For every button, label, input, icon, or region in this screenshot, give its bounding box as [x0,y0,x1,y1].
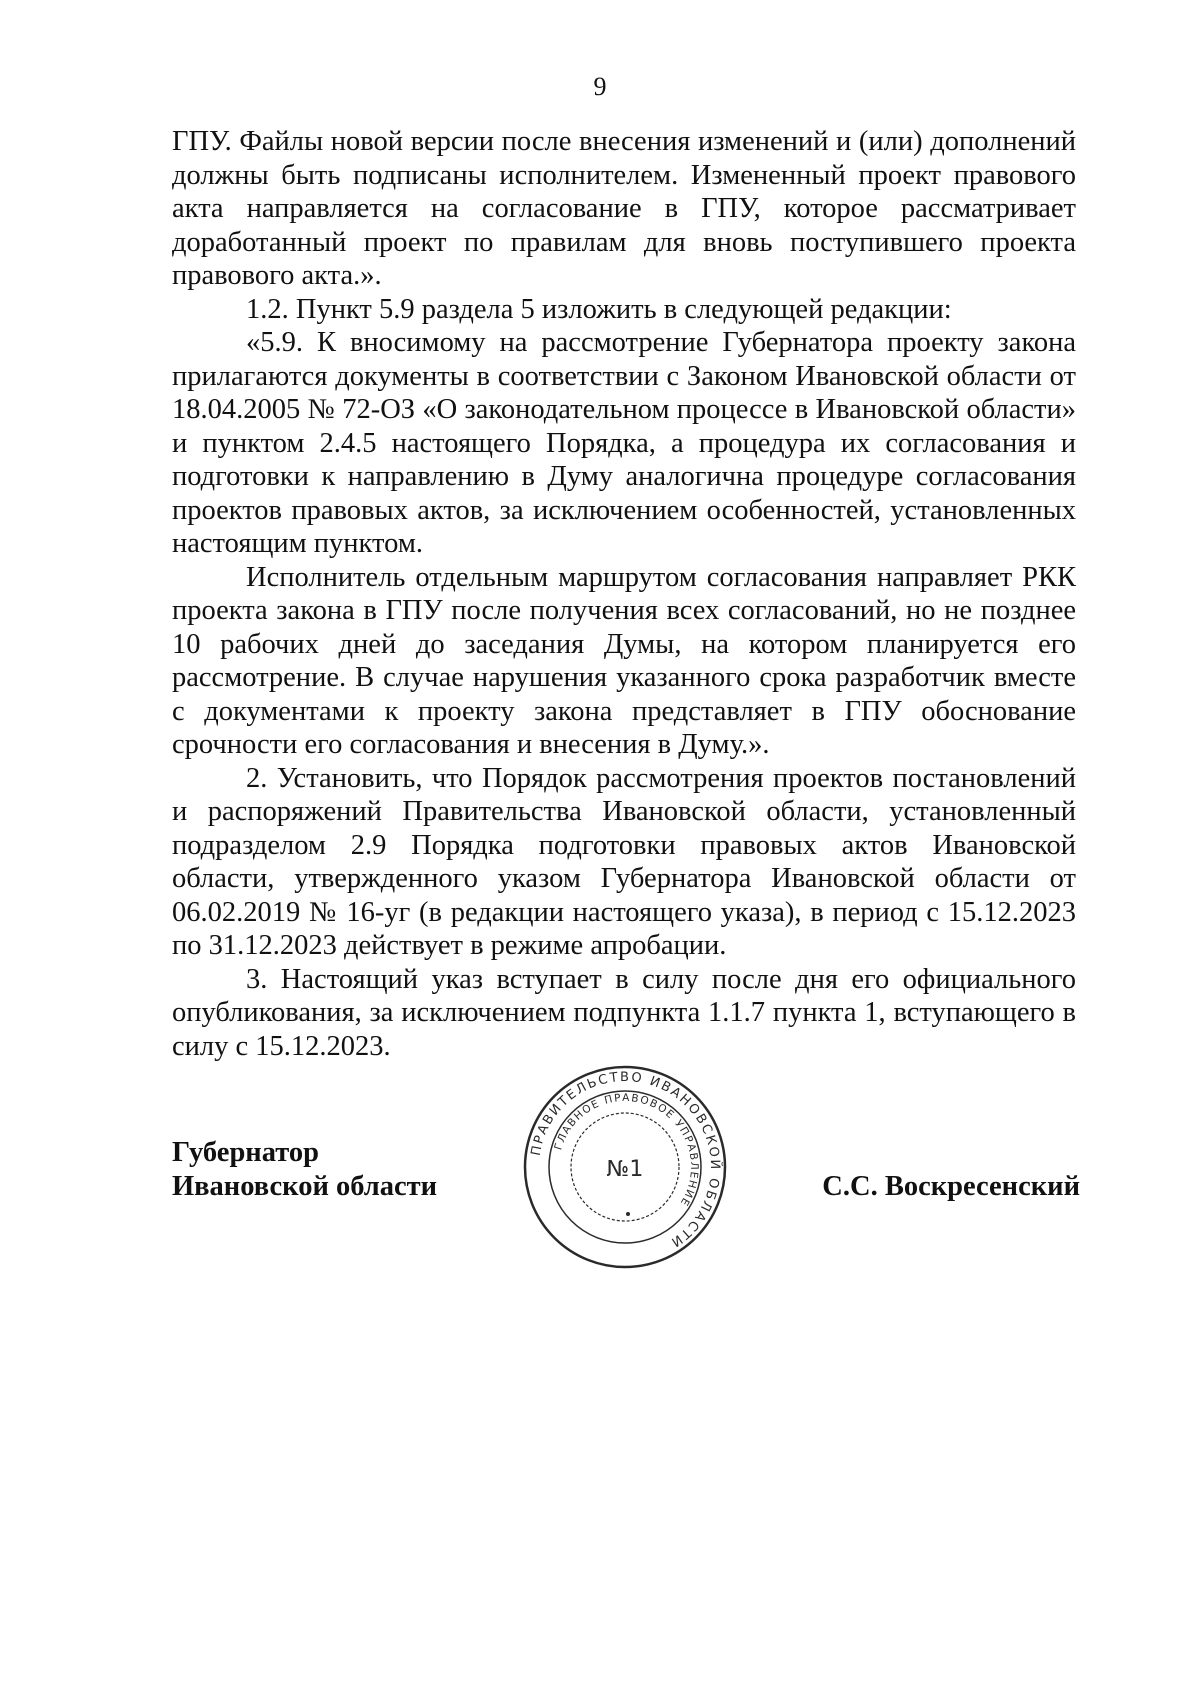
paragraph: 1.2. Пункт 5.9 раздела 5 изложить в следующей редакции: [246,293,952,325]
document-body [172,125,1076,1063]
seal-graphic [520,1062,730,1272]
signer-position-line: Губернатор [172,1137,319,1168]
signer-position [172,1136,437,1203]
official-seal [520,1062,730,1272]
paragraph: 2. Установить, что Порядок рассмотрения проектов постановлений и распоряжений Правительства Ивановской области, установленный подразделом 2.9 Порядка подготовки правовых актов Ивановской области, утвержденного указом Губернатора Ивановской области от 06.02.2019 № 16-уг (в редакции настоящего указа), в период с 15.12.2023 по 31.12.2023 действует в режиме апробации. [172,762,1076,961]
paragraph: «5.9. К вносимому на рассмотрение Губернатора проекту закона прилагаются документы в соответствии с Законом Ивановской области от 18.04.2005 № 72-ОЗ «О законодательном процессе в Ивановской области» и пунктом 2.4.5 настоящего Порядка, а процедура их согласования и подготовки к направлению в Думу аналогична процедуре согласования проектов правовых актов, за исключением особенностей, установленных настоящим пунктом. [172,327,1076,559]
seal-outer-text: ПРАВИТЕЛЬСТВО ИВАНОВСКОЙ ОБЛАСТИ [528,1069,723,1251]
page-number: 9 [593,72,607,101]
paragraph: 3. Настоящий указ вступает в силу после дня его официального опубликования, за исключением подпункта 1.1.7 пункта 1, вступающего в силу с 15.12.2023. [172,963,1076,1062]
seal-inner-text: ГЛАВНОЕ ПРАВОВОЕ УПРАВЛЕНИЕ [552,1091,701,1209]
seal-center-text: №1 [606,1157,644,1182]
signer-name: С.С. Воскресенский [822,1171,1080,1202]
paragraph: Исполнитель отдельным маршрутом согласования направляет РКК проекта закона в ГПУ после получения всех согласований, но не позднее 10 рабочих дней до заседания Думы, на котором планируется его рассмотрение. В случае нарушения указанного срока разработчик вместе с документами к проекту закона представляет в ГПУ обоснование срочности его согласования и внесения в Думу.». [172,561,1076,760]
seal-dot [626,1212,630,1216]
signer-position-line: Ивановской области [172,1170,438,1202]
paragraph: ГПУ. Файлы новой версии после внесения изменений и (или) дополнений должны быть подписаны исполнителем. Измененный проект правового акта направляется на согласование в ГПУ, которое рассматривает доработанный проект по правилам для вновь поступившего проекта правового акта.». [172,126,1076,291]
